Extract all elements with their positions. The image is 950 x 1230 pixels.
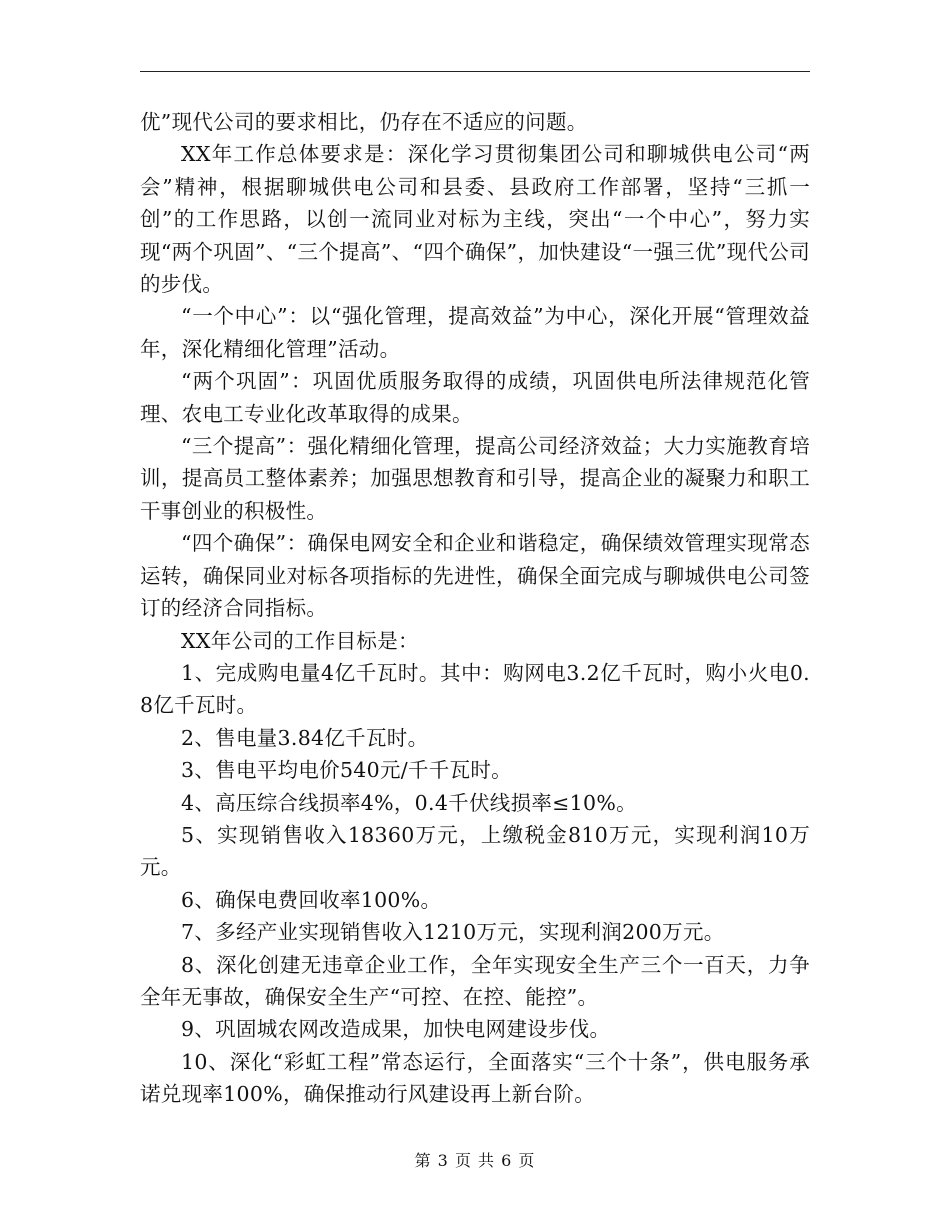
paragraph: 优”现代公司的要求相比，仍存在不适应的问题。 [140,110,588,134]
list-item: 4、高压综合线损率4%，0.4千伏线损率≤10%。 [181,790,637,815]
document-body [140,106,810,1111]
list-item: 5、实现销售收入18360万元，上缴税金810万元，实现利润10万元。 [140,822,810,880]
header-rule [140,71,810,72]
paragraph: “四个确保”：确保电网安全和企业和谐稳定，确保绩效管理实现常态运转，确保同业对标各项指标的先进性，确保全面完成与聊城供电公司签订的经济合同指标。 [140,531,810,621]
list-item: 10、深化“彩虹工程”常态运行，全面落实“三个十条”，供电服务承诺兑现率100%，确保推动行风建设再上新台阶。 [140,1049,810,1107]
list-item: 3、售电平均电价540元/千千瓦时。 [181,758,512,783]
list-item: 7、多经产业实现销售收入1210万元，实现利润200万元。 [181,920,725,945]
list-item: 1、完成购电量4亿千瓦时。其中：购网电3.2亿千瓦时，购小火电0.8亿千瓦时。 [140,660,810,718]
paragraph: “两个巩固”：巩固优质服务取得的成绩，巩固供电所法律规范化管理、农电工专业化改革取得的成果。 [140,369,810,426]
list-item: 8、深化创建无违章企业工作，全年实现安全生产三个一百天，力争全年无事故，确保安全生产“可控、在控、能控”。 [140,952,810,1009]
list-item: 6、确保电费回收率100%。 [181,887,442,912]
paragraph: “一个中心”：以“强化管理，提高效益”为中心，深化开展“管理效益年，深化精细化管理”活动。 [140,304,810,361]
paragraph: XX年公司的工作目标是： [181,628,419,653]
list-item: 2、售电量3.84亿千瓦时。 [181,725,429,750]
paragraph: “三个提高”：强化精细化管理，提高公司经济效益；大力实施教育培训，提高员工整体素养；加强思想教育和引导，提高企业的凝聚力和职工干事创业的积极性。 [140,434,810,523]
paragraph: XX年工作总体要求是：深化学习贯彻集团公司和聊城供电公司“两会”精神，根据聊城供电公司和县委、县政府工作部署，坚持“三抓一创”的工作思路，以创一流同业对标为主线，突出“一个中心”，努力实现“两个巩固”、“三个提高”、“四个确保”，加快建设“一强三优”现代公司的步伐。 [140,142,810,297]
page-number: 第 3 页 共 6 页 [414,1151,536,1170]
list-item: 9、巩固城农网改造成果，加快电网建设步伐。 [181,1017,611,1042]
